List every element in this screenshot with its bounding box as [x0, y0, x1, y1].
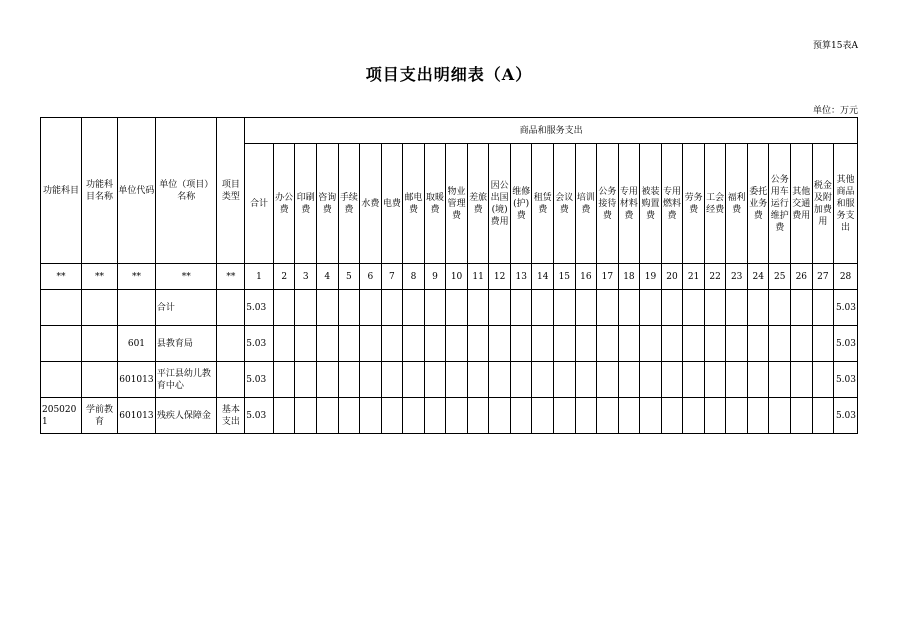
- col-number-7: 7: [381, 264, 403, 290]
- col-number-13: 13: [510, 264, 532, 290]
- header-col-23: 福利费: [726, 144, 748, 264]
- func-code-cell: [41, 362, 82, 398]
- col-number-19: 19: [640, 264, 662, 290]
- header-col-5: 手续费: [338, 144, 360, 264]
- col-number-27: 27: [812, 264, 834, 290]
- total-cell: 5.03: [245, 362, 274, 398]
- table-row: [41, 362, 858, 398]
- header-col-9: 取暖费: [424, 144, 446, 264]
- marker-cell: **: [155, 264, 217, 290]
- other-goods-services-cell: 5.03: [834, 362, 858, 398]
- table-row: [41, 398, 858, 434]
- col-number-9: 9: [424, 264, 446, 290]
- func-name-cell: [82, 362, 118, 398]
- amount-cell: [489, 398, 511, 434]
- other-goods-services-cell: 5.03: [834, 290, 858, 326]
- amount-cell: [683, 362, 705, 398]
- amount-cell: [791, 398, 813, 434]
- header-col-3: 印刷费: [295, 144, 317, 264]
- amount-cell: [769, 362, 791, 398]
- amount-cell: [489, 326, 511, 362]
- unit-code-cell: [117, 290, 155, 326]
- unit-code-cell: 601013: [117, 398, 155, 434]
- other-goods-services-cell: 5.03: [834, 326, 858, 362]
- amount-cell: [683, 326, 705, 362]
- header-col-25: 公务用车运行维护费: [769, 144, 791, 264]
- page-title: 项目支出明细表（A）: [365, 65, 533, 84]
- amount-cell: [661, 290, 683, 326]
- header-col-4: 咨询费: [317, 144, 339, 264]
- header-col-10: 物业管理费: [446, 144, 468, 264]
- header-col-1: 合计: [245, 144, 274, 264]
- unit-name-cell: 残疾人保障金: [155, 398, 217, 434]
- project-type-cell: [217, 326, 245, 362]
- amount-cell: [618, 362, 640, 398]
- unit-name-cell: 平江县幼儿教育中心: [155, 362, 217, 398]
- amount-cell: [424, 362, 446, 398]
- table-row: [41, 290, 858, 326]
- header-col-19: 被装购置费: [640, 144, 662, 264]
- amount-cell: [597, 290, 619, 326]
- amount-cell: [554, 398, 576, 434]
- amount-cell: [747, 326, 769, 362]
- form-code: 预算15表A: [813, 41, 858, 51]
- header-col-27: 税金及附加费用: [812, 144, 834, 264]
- amount-cell: [273, 398, 295, 434]
- amount-cell: [575, 398, 597, 434]
- unit-code-cell: 601013: [117, 362, 155, 398]
- col-number-10: 10: [446, 264, 468, 290]
- col-number-21: 21: [683, 264, 705, 290]
- col-number-8: 8: [403, 264, 425, 290]
- amount-cell: [791, 326, 813, 362]
- amount-cell: [381, 326, 403, 362]
- col-number-17: 17: [597, 264, 619, 290]
- amount-cell: [446, 362, 468, 398]
- marker-cell: **: [217, 264, 245, 290]
- amount-cell: [769, 398, 791, 434]
- amount-cell: [317, 326, 339, 362]
- amount-cell: [661, 398, 683, 434]
- amount-cell: [812, 398, 834, 434]
- amount-cell: [597, 326, 619, 362]
- marker-cell: **: [41, 264, 82, 290]
- amount-cell: [618, 326, 640, 362]
- amount-cell: [360, 326, 382, 362]
- amount-cell: [554, 326, 576, 362]
- amount-cell: [640, 326, 662, 362]
- unit-name-cell: 县教育局: [155, 326, 217, 362]
- amount-cell: [747, 398, 769, 434]
- col-number-28: 28: [834, 264, 858, 290]
- amount-cell: [403, 398, 425, 434]
- header-col-16: 培训费: [575, 144, 597, 264]
- amount-cell: [747, 362, 769, 398]
- col-number-24: 24: [747, 264, 769, 290]
- amount-cell: [360, 362, 382, 398]
- amount-cell: [812, 326, 834, 362]
- amount-cell: [295, 326, 317, 362]
- amount-cell: [554, 290, 576, 326]
- amount-cell: [597, 398, 619, 434]
- amount-cell: [704, 290, 726, 326]
- amount-cell: [791, 290, 813, 326]
- header-col-7: 电费: [381, 144, 403, 264]
- col-number-3: 3: [295, 264, 317, 290]
- amount-cell: [575, 290, 597, 326]
- unit-name-cell: 合计: [155, 290, 217, 326]
- amount-cell: [661, 326, 683, 362]
- amount-cell: [532, 398, 554, 434]
- amount-cell: [791, 362, 813, 398]
- header-col-22: 工会经费: [704, 144, 726, 264]
- header-col-8: 邮电费: [403, 144, 425, 264]
- amount-cell: [661, 362, 683, 398]
- func-code-cell: [41, 326, 82, 362]
- amount-cell: [424, 398, 446, 434]
- amount-cell: [273, 290, 295, 326]
- amount-cell: [381, 290, 403, 326]
- amount-cell: [769, 326, 791, 362]
- amount-cell: [273, 326, 295, 362]
- header-col-24: 委托业务费: [747, 144, 769, 264]
- amount-cell: [704, 326, 726, 362]
- amount-cell: [726, 326, 748, 362]
- amount-cell: [446, 398, 468, 434]
- amount-cell: [467, 362, 489, 398]
- amount-cell: [381, 398, 403, 434]
- amount-cell: [489, 290, 511, 326]
- amount-cell: [338, 398, 360, 434]
- amount-cell: [403, 362, 425, 398]
- amount-cell: [424, 290, 446, 326]
- header-col-6: 水费: [360, 144, 382, 264]
- col-number-11: 11: [467, 264, 489, 290]
- amount-cell: [510, 326, 532, 362]
- header-unit-code: 单位代码: [117, 118, 155, 264]
- total-cell: 5.03: [245, 398, 274, 434]
- col-number-23: 23: [726, 264, 748, 290]
- header-col-20: 专用燃料费: [661, 144, 683, 264]
- func-code-cell: 2050201: [41, 398, 82, 434]
- amount-cell: [704, 362, 726, 398]
- col-number-6: 6: [360, 264, 382, 290]
- col-number-22: 22: [704, 264, 726, 290]
- amount-cell: [532, 290, 554, 326]
- project-type-cell: [217, 290, 245, 326]
- amount-cell: [812, 362, 834, 398]
- expenditure-table: [40, 117, 858, 434]
- func-code-cell: [41, 290, 82, 326]
- project-type-cell: 基本支出: [217, 398, 245, 434]
- header-goods-services-group: 商品和服务支出: [245, 118, 858, 144]
- total-cell: 5.03: [245, 326, 274, 362]
- col-number-15: 15: [554, 264, 576, 290]
- amount-cell: [726, 290, 748, 326]
- amount-cell: [446, 326, 468, 362]
- header-col-2: 办公费: [273, 144, 295, 264]
- header-col-21: 劳务费: [683, 144, 705, 264]
- amount-cell: [704, 398, 726, 434]
- amount-cell: [446, 290, 468, 326]
- header-col-15: 会议费: [554, 144, 576, 264]
- header-col-17: 公务接待费: [597, 144, 619, 264]
- header-func-name: 功能科目名称: [82, 118, 118, 264]
- amount-cell: [317, 398, 339, 434]
- amount-cell: [510, 290, 532, 326]
- total-cell: 5.03: [245, 290, 274, 326]
- amount-cell: [640, 290, 662, 326]
- amount-cell: [295, 398, 317, 434]
- amount-cell: [769, 290, 791, 326]
- func-name-cell: [82, 326, 118, 362]
- marker-cell: **: [117, 264, 155, 290]
- other-goods-services-cell: 5.03: [834, 398, 858, 434]
- amount-cell: [467, 398, 489, 434]
- amount-cell: [295, 362, 317, 398]
- marker-cell: **: [82, 264, 118, 290]
- header-col-26: 其他交通费用: [791, 144, 813, 264]
- amount-cell: [424, 326, 446, 362]
- col-number-16: 16: [575, 264, 597, 290]
- amount-cell: [381, 362, 403, 398]
- amount-cell: [618, 398, 640, 434]
- amount-cell: [726, 398, 748, 434]
- amount-cell: [510, 398, 532, 434]
- amount-cell: [403, 290, 425, 326]
- amount-cell: [683, 290, 705, 326]
- amount-cell: [726, 362, 748, 398]
- amount-cell: [338, 362, 360, 398]
- col-number-1: 1: [245, 264, 274, 290]
- func-name-cell: [82, 290, 118, 326]
- amount-cell: [489, 362, 511, 398]
- table-row: [41, 326, 858, 362]
- header-unit-name: 单位（项目）名称: [155, 118, 217, 264]
- amount-cell: [532, 362, 554, 398]
- amount-cell: [747, 290, 769, 326]
- amount-cell: [510, 362, 532, 398]
- amount-cell: [273, 362, 295, 398]
- amount-cell: [360, 290, 382, 326]
- col-number-5: 5: [338, 264, 360, 290]
- header-col-12: 因公出国(境)费用: [489, 144, 511, 264]
- amount-cell: [618, 290, 640, 326]
- unit-code-cell: 601: [117, 326, 155, 362]
- header-col-28: 其他商品和服务支出: [834, 144, 858, 264]
- amount-cell: [640, 362, 662, 398]
- header-project-type: 项目类型: [217, 118, 245, 264]
- amount-cell: [360, 398, 382, 434]
- amount-cell: [295, 290, 317, 326]
- header-func-subject: 功能科目: [41, 118, 82, 264]
- amount-cell: [640, 398, 662, 434]
- col-number-14: 14: [532, 264, 554, 290]
- header-col-14: 租赁费: [532, 144, 554, 264]
- amount-cell: [532, 326, 554, 362]
- col-number-25: 25: [769, 264, 791, 290]
- amount-cell: [467, 326, 489, 362]
- amount-cell: [683, 398, 705, 434]
- col-number-4: 4: [317, 264, 339, 290]
- col-number-12: 12: [489, 264, 511, 290]
- col-number-26: 26: [791, 264, 813, 290]
- amount-cell: [575, 326, 597, 362]
- header-col-18: 专用材料费: [618, 144, 640, 264]
- amount-cell: [317, 362, 339, 398]
- amount-cell: [812, 290, 834, 326]
- col-number-18: 18: [618, 264, 640, 290]
- amount-cell: [597, 362, 619, 398]
- header-col-11: 差旅费: [467, 144, 489, 264]
- header-col-13: 维修(护)费: [510, 144, 532, 264]
- col-number-2: 2: [273, 264, 295, 290]
- amount-cell: [554, 362, 576, 398]
- amount-cell: [403, 326, 425, 362]
- col-number-20: 20: [661, 264, 683, 290]
- unit-label: 单位：万元: [812, 106, 858, 116]
- project-type-cell: [217, 362, 245, 398]
- amount-cell: [575, 362, 597, 398]
- func-name-cell: 学前教育: [82, 398, 118, 434]
- amount-cell: [338, 290, 360, 326]
- amount-cell: [467, 290, 489, 326]
- amount-cell: [317, 290, 339, 326]
- amount-cell: [338, 326, 360, 362]
